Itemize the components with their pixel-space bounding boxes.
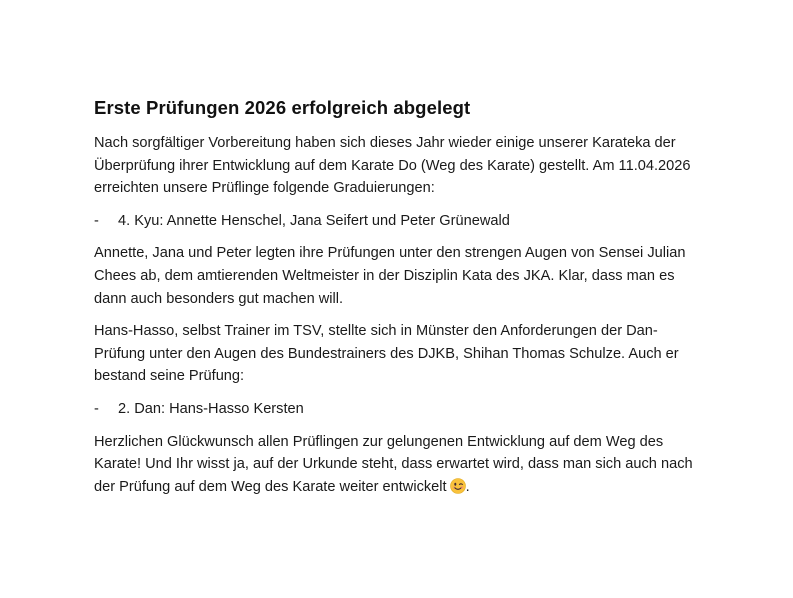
winking-face-icon <box>450 478 466 494</box>
article <box>94 95 706 508</box>
bullet-marker: - <box>94 400 99 417</box>
list-item-text: 2. Dan: Hans-Hasso Kersten <box>118 400 304 417</box>
list-item <box>94 210 706 233</box>
congratulations-text: Herzlichen Glückwunsch allen Prüflingen zur gelungenen Entwicklung auf dem Weg des Karate! Und Ihr wisst ja, auf der Urkunde steht, dass erwartet wird, dass man sich auch nach der Prüfung auf dem Weg des Karate weiter entwickelt <box>94 433 693 495</box>
sentence-end: . <box>465 478 470 495</box>
intro-paragraph: Nach sorgfältiger Vorbereitung haben sich dieses Jahr wieder einige unserer Karateka der Überprüfung ihrer Entwicklung auf dem Karate Do (Weg des Karate) gestellt. Am 11.04.2026 erreichten unsere Prüflinge folgende Graduierungen: <box>94 135 691 197</box>
paragraph-examiner: Annette, Jana und Peter legten ihre Prüfungen unter den strengen Augen von Sensei Julian Chees ab, dem amtierenden Weltmeister in der Disziplin Kata des JKA. Klar, dass man es dann auch besonders gut machen will. <box>94 245 686 307</box>
bullet-marker: - <box>94 212 99 229</box>
paragraph-congratulations <box>94 431 706 499</box>
list-item-text: 4. Kyu: Annette Henschel, Jana Seifert und Peter Grünewald <box>118 212 510 229</box>
article-title: Erste Prüfungen 2026 erfolgreich abgelegt <box>94 97 471 118</box>
list-item <box>94 398 706 421</box>
paragraph-dan-exam: Hans-Hasso, selbst Trainer im TSV, stellte sich in Münster den Anforderungen der Dan-Prüfung unter den Augen des Bundestrainers des DJKB, Shihan Thomas Schulze. Auch er bestand seine Prüfung: <box>94 323 679 385</box>
